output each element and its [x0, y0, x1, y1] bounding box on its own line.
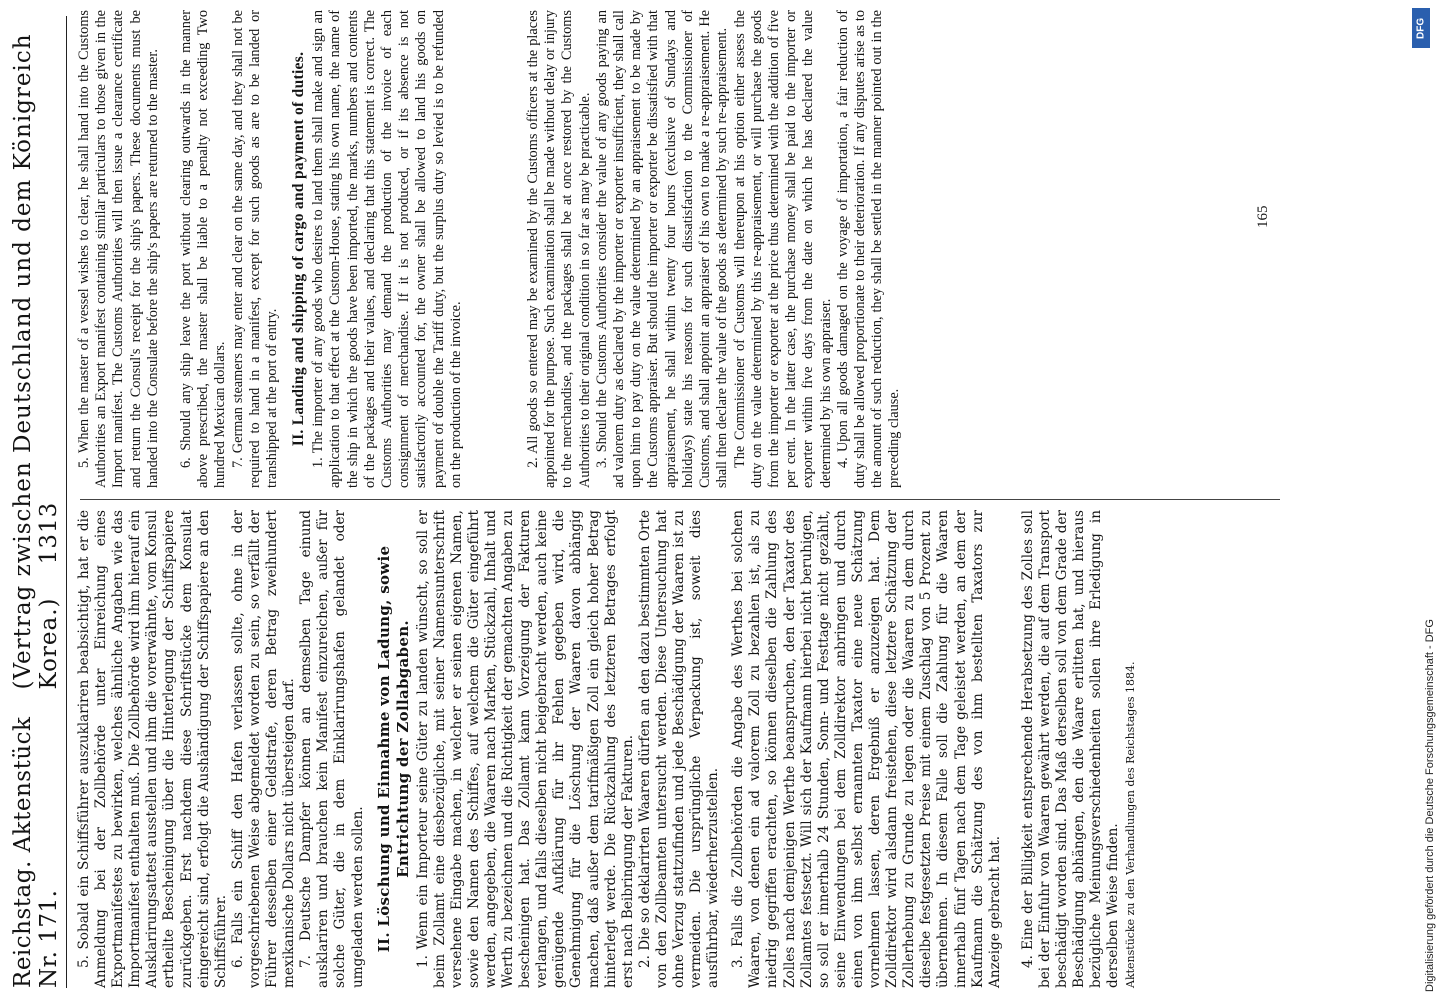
english-section-4: 4. Upon all goods damaged on the voyage of importation, a fair reduction of duty shall be allowed proportionate to their deterioration. If any disputes arise as to the amount of such reduction, they shall be settled in the manner pointed out in the preceding clause. — [834, 10, 903, 488]
german-section-4: 4. Eine der Billigkeit entsprechende Herabsetzung des Zolles soll bei der Einfuhr von Waaren gewährt werden, die auf dem Transport beschädigt worden sind. Das Maß derselben soll von dem Grade der Beschädigung abhängen, den die Waare erlitten hat, und hieraus bezügliche Meinungsverschiedenheiten sollen ihre Erledigung in derselben Weise finden. — [1019, 510, 1122, 988]
header-left: Reichstag. Aktenstück Nr. 171. — [10, 716, 62, 988]
header-right — [10, 16, 62, 689]
german-footnote: Aktenstücke zu den Verhandlungen des Reichstages 1884. — [1124, 661, 1138, 988]
german-paragraph-7: 7. Deutsche Dampfer können an demselben Tage einund ausklariren und brauchen kein Manifest einzureichen, außer für solche Güter, die in dem Einklarirungshafen gelandet oder umgeladen werden sollen. — [298, 510, 366, 988]
german-paragraph-5: 5. Sobald ein Schiffsführer auszuklariren beabsichtigt, hat er die Anmeldung bei der Zollbehörde unter Einreichung eines Exportmanifestes zu bewirken, welches ähnliche Angaben wie das Importmanifest enthalten muß. Die Zollbehörde wird ihm hierauf ein Ausklarirungsattest ausstellen und ihm die vorerwähnte, vom Konsul ertheilte Bescheinigung über die Hinterlegung der Schiffspapiere zurückgeben. Erst nachdem diese Schriftstücke dem Konsulat eingereicht sind, erfolgt die Aushändigung der Schiffspapiere an den Schiffsführer. — [76, 510, 229, 988]
digitization-credit: Digitalisierung gefördert durch die Deutsche Forschungsgemeinschaft - DFG — [1424, 619, 1436, 992]
german-section-1: 1. Wenn ein Importeur seine Güter zu landen wünscht, so soll er beim Zollamt eine diesbezügliche, mit seiner Namensunterschrift versehene Eingabe machen, in welcher er seinen eigenen Namen, sowie den Namen des Schiffes, auf welchem die Güter eingeführt werden, angegeben, die Waaren nach Marken, Stückzahl, Inhalt und Werth zu bezeichnen und die Richtigkeit der gemachten Angaben zu bescheinigen hat. Das Zollamt kann Vorzeigung der Fakturen verlangen, und falls dieselben nicht beigebracht werden, auch keine genügende Aufklärung für ihr Fehlen gegeben wird, die Genehmigung für die Löschung der Waaren davon abhängig machen, daß außer dem tarifmäßigen Zoll ein gleich hoher Betrag hinterlegt werde. Die Rückzahlung des letzteren Betrages erfolgt erst nach Beibringung der Fakturen. — [414, 510, 636, 988]
english-paragraph-7: 7. German steamers may enter and clear on the same day, and they shall not be required to hand in a manifest, except for such goods as are to be landed or transhipped at the port of entry. — [229, 10, 281, 488]
header-title: (Vertrag zwischen Deutschland und dem Königreich Korea.) — [10, 33, 62, 690]
german-section-2: 2. Die so deklarirten Waaren dürfen an den dazu bestimmten Orte von den Zollbeamten untersucht werden. Diese Untersuchung hat ohne Verzug stattzufinden und jede Beschädigung der Waaren ist zu vermeiden. Die ursprüngliche Verpackung ist, soweit dies ausführbar, wiederherzustellen. — [636, 510, 722, 988]
column-divider — [80, 499, 1280, 500]
english-column — [76, 10, 904, 488]
english-paragraph-5: 5. When the master of a vessel wishes to clear, he shall hand into the Customs Authorities an Export manifest containing similar particulars to those given in the Import manifest. The Customs Authorities will then issue a clearance certificate and return the Consul's receipt for the ship's papers. These documents must be handed into the Consulate before the ship's papers are returned to the master. — [76, 10, 161, 488]
english-section-heading: II. Landing and shipping of cargo and payment of duties. — [290, 51, 308, 447]
german-paragraph-6: 6. Falls ein Schiff den Hafen verlassen sollte, ohne in der vorgeschriebenen Weise abgemeldet worden zu sein, so verfällt der Führer desselben einer Geldstrafe, deren Betrag zweihundert mexikanische Dollars nicht übersteigen darf. — [229, 510, 298, 988]
english-section-3: 3. Should the Customs Authorities consider the value of any goods paying an ad valorem duty as declared by the importer or exporter insufficient, they shall call upon him to pay duty on the value determined by an appraisement to be made by the Customs appraiser. But should the importer or exporter be dissatisfied with that appraisement, he shall within twenty four hours (exclusive of Sundays and holidays) state his reasons for such dissatisfaction to the Commissioner of Customs, and shall appoint an appraiser of his own to make a re-appraisement. He shall then declare the value of the goods as determined by such re-appraisement. — [593, 10, 731, 488]
english-paragraph-6: 6. Should any ship leave the port without clearing outwards in the manner above prescribed, the master shall be liable to a penalty not exceeding Two hundred Mexican dollars. — [178, 10, 229, 488]
german-section-3: 3. Falls die Zollbehörden die Angabe des Werthes bei solchen Waaren, von denen ein ad valorem Zoll zu bezahlen ist, als zu niedrig gegriffen erachten, so können dieselben die Zahlung des Zolles nach demjenigen Werthe beanspruchen, den der Taxator des Zollamtes festsetzt. Will sich der Kaufmann hierbei nicht beruhigen, so soll er innerhalb 24 Stunden, Sonn- und Festtage nicht gezählt, seine Einwendungen bei dem Zolldirektor anbringen und durch einen von ihm selbst ernannten Taxator eine neue Schätzung vornehmen lassen, deren Ergebniß er anzuzeigen hat. Dem Zolldirektor wird alsdann freistehen, diese letztere Schätzung der Zollerhebung zu Grunde zu legen oder die Waaren zu dem durch dieselbe festgesetzten Preise mit einem Zuschlag von 5 Prozent zu übernehmen. In diesem Falle soll die Zahlung für die Waaren innerhalb fünf Tagen nach dem Tage geleistet werden, an dem der Kaufmann die Schätzung des von ihm bestellten Taxators zur Anzeige gebracht hat. — [730, 510, 1003, 988]
page-header — [10, 16, 67, 988]
page-footer-number: 165 — [1255, 205, 1271, 228]
german-section-heading: II. Löschung und Einnahme von Ladung, sowie Entrichtung der Zollabgaben. — [374, 545, 412, 953]
dfg-logo: DFG — [1412, 8, 1430, 48]
header-page-number: 1313 — [36, 501, 62, 565]
english-section-1: 1. The importer of any goods who desires to land them shall make and sign an application to that effect at the Custom-House, stating his own name, the name of the ship in which the goods have been imported, the marks, numbers and contents of the packages and their values, and declaring that this statement is correct. The Customs Authorities may demand the production of the invoice of each consignment of merchandise. If it is not produced, or if its absence is not satisfactorily accounted for, the owner shall be allowed to land his goods on payment of double the Tariff duty, but the surplus duty so levied is to be refunded on the production of the invoice. — [310, 10, 464, 488]
english-section-2: 2. All goods so entered may be examined by the Customs officers at the places appointed for the purpose. Such examination shall be made without delay or injury to the merchandise, and the packages shall be at once restored by the Customs Authorities to their original condition in so far as may be practicable. — [525, 10, 593, 488]
german-column — [76, 510, 1149, 988]
english-section-3-continued: The Commissioner of Customs will thereupon at his option either assess the duty on the value determined by this re-appraisement, or will purchase the goods from the importer or exporter at the price thus determined with the addition of five per cent. In the latter case, the purchase money shall be paid to the importer or exporter within five days from the date on which he has declared the value determined by his own appraiser. — [731, 10, 834, 488]
